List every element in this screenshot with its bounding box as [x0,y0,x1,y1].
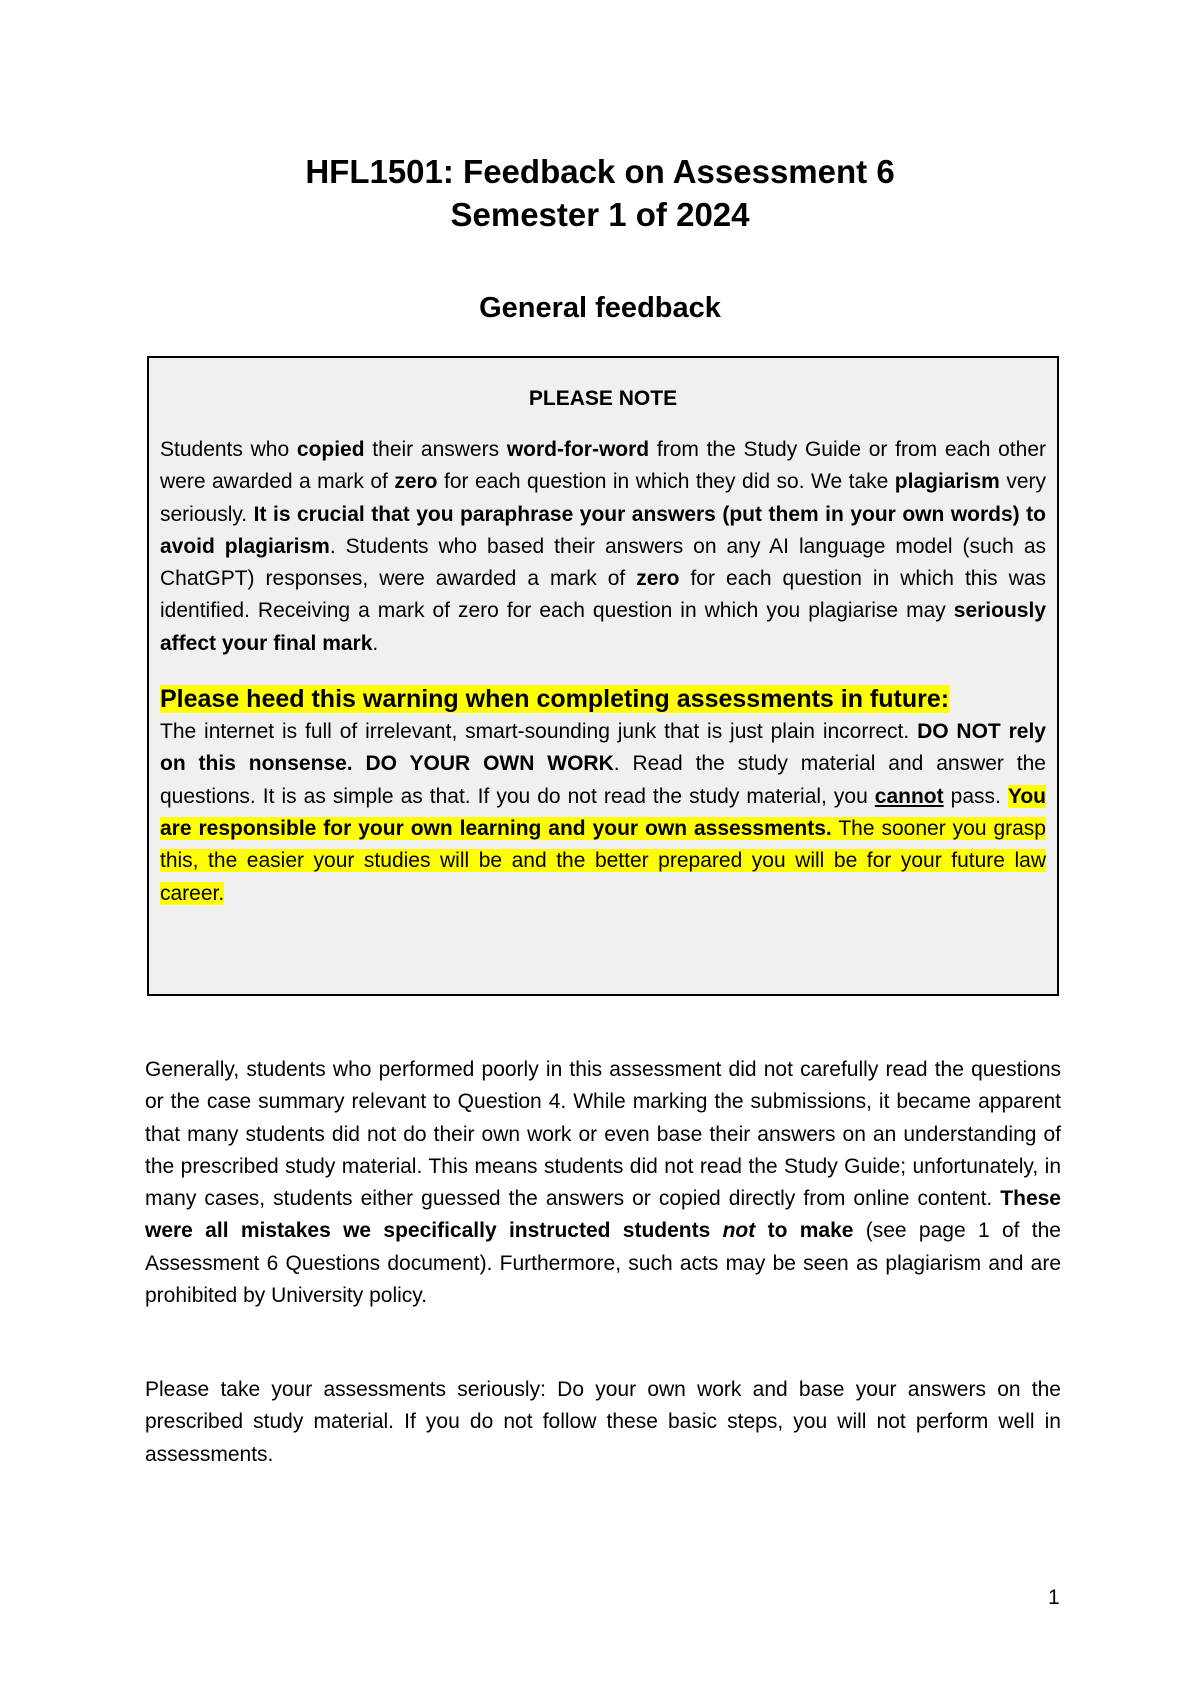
bold-underlined-run: cannot [874,784,944,808]
note-title: PLEASE NOTE [528,387,678,410]
please-note-box [147,356,1059,996]
highlighted-run: Please heed this warning when completing assessments in future: [160,685,950,714]
text-run: . Students who based their answers on any AI language model (such as ChatGPT) responses, were awarded a mark of [160,534,1046,591]
text-run: their answers [364,438,507,461]
title-line-1: HFL1501: Feedback on Assessment 6 [305,153,895,190]
text-run: from the Study Guide or from each other were awarded a mark of [160,438,1046,494]
warning-heading [160,682,1046,716]
bold-run: zero [394,470,438,494]
text-run: The internet is full of irrelevant, smart-sounding junk that is just plain incorrect. [160,720,918,744]
text-run: very seriously. [160,470,1046,526]
page-number: 1 [1048,1586,1060,1609]
bold-run: It is crucial that you paraphrase your answers (put them in your own words) to avoid plagiarism [160,502,1047,558]
bold-run: plagiarism [894,470,1000,494]
body-paragraph-2: Please take your assessments seriously: Do your own work and base your answers on the prescribed study material. If you do not follow these basic steps, you will not perform well in assessments. [145,1378,1061,1466]
title-line-2: Semester 1 of 2024 [450,196,750,233]
bold-run: These were all mistakes we specifically instructed students [145,1187,1061,1243]
text-run: Students who [160,438,297,461]
bold-run: to make [755,1219,854,1243]
body-paragraph-1 [145,1054,1061,1312]
text-run: . Read the study material and answer the questions. It is as simple as that. If you do not read the study material, you [160,752,1046,808]
highlighted-bold-run: You are responsible for your own learning and your own assessments. [160,784,1046,840]
text-run: pass. [943,784,1008,808]
text-run: . [372,631,379,655]
text-run: (see page 1 of the Assessment 6 Questions document). Furthermore, such acts may be seen as plagiarism and are prohibited by University policy. [145,1219,1061,1308]
text-run: Generally, students who performed poorly in this assessment did not carefully read the questions or the case summary relevant to Question 4. While marking the submissions, it became apparent that many students did not do their own work or even base their answers on an understanding of the prescribed study material. This means students did not read the Study Guide; unfortunately, in many cases, students either guessed the answers or copied directly from online content. [145,1058,1061,1211]
text-run: for each question in which this was identified. Receiving a mark of zero for each question in which you plagiarise may [160,567,1047,623]
note-paragraph-1 [160,434,1046,660]
page-title [0,150,1200,236]
bold-italic-run: not [722,1219,756,1243]
highlighted-run: The sooner you grasp this, the easier your studies will be and the better prepared you will be for your future law career. [160,816,1046,905]
text-run: for each question in which they did so. We take [437,470,895,494]
bold-run: DO NOT rely on this nonsense. DO YOUR OWN WORK [160,720,1046,776]
note-paragraph-2 [160,716,1046,910]
bold-run: seriously affect your final mark [160,599,1046,655]
bold-run: word-for-word [506,438,650,461]
bold-run: copied [296,438,365,461]
bold-run: zero [636,567,680,591]
section-heading: General feedback [479,292,721,324]
